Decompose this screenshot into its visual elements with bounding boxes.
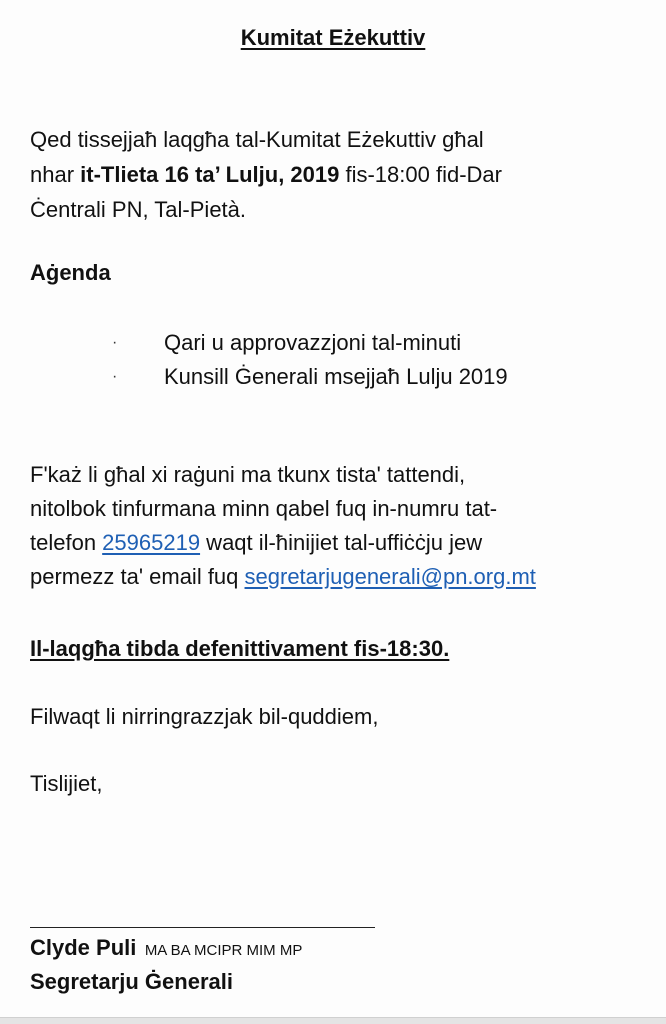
agenda-item-label: Qari u approvazzjoni tal-minuti (164, 330, 462, 355)
signatory-name: Clyde Puli (30, 935, 137, 960)
contact-line-1: F'każ li għal xi raġuni ma tkunx tista' tattendi, (30, 462, 466, 487)
contact-paragraph (30, 458, 655, 594)
salutation: Tislijiet, (30, 771, 103, 796)
signature-line (30, 927, 375, 928)
document-title: Kumitat Eżekuttiv (240, 25, 426, 50)
email-link[interactable]: segretarjugenerali@pn.org.mt (244, 564, 536, 589)
bullet-icon: · (112, 334, 118, 351)
intro-line-2-prefix: nhar (30, 162, 81, 187)
meeting-date: it-Tlieta 16 ta’ Lulju, 2019 (80, 162, 340, 187)
intro-line-2-suffix: fis-18:00 fid-Dar (339, 162, 502, 187)
agenda-heading: Aġenda (30, 260, 111, 285)
contact-line-2: nitolbok tinfurmana minn qabel fuq in-numru tat- (30, 496, 498, 521)
bullet-icon: · (112, 368, 118, 385)
agenda-list (112, 326, 508, 394)
email-prefix: permezz ta' email fuq (30, 564, 245, 589)
phone-suffix: waqt il-ħinijiet tal-uffiċċju jew (200, 530, 483, 555)
agenda-item-label: Kunsill Ġenerali msejjaħ Lulju 2019 (164, 364, 508, 389)
agenda-item (112, 360, 508, 394)
intro-paragraph (30, 122, 650, 227)
phone-prefix: telefon (30, 530, 103, 555)
signatory-role: Segretarju Ġenerali (30, 969, 233, 994)
agenda-item (112, 326, 508, 360)
phone-link[interactable]: 25965219 (102, 530, 201, 555)
signatory-credentials: MA BA MCIPR MIM MP (144, 942, 303, 959)
signature-name-row (30, 932, 302, 967)
intro-line-1: Qed tissejjaħ laqgħa tal-Kumitat Eżekuttiv għal (30, 127, 484, 152)
closing-line: Filwaqt li nirringrazzjak bil-quddiem, (30, 704, 379, 729)
start-time-notice: Il-laqgħa tibda defenittivament fis-18:30. (30, 636, 450, 661)
bottom-edge-bar (0, 1017, 666, 1024)
intro-line-3: Ċentrali PN, Tal-Pietà. (30, 197, 247, 222)
